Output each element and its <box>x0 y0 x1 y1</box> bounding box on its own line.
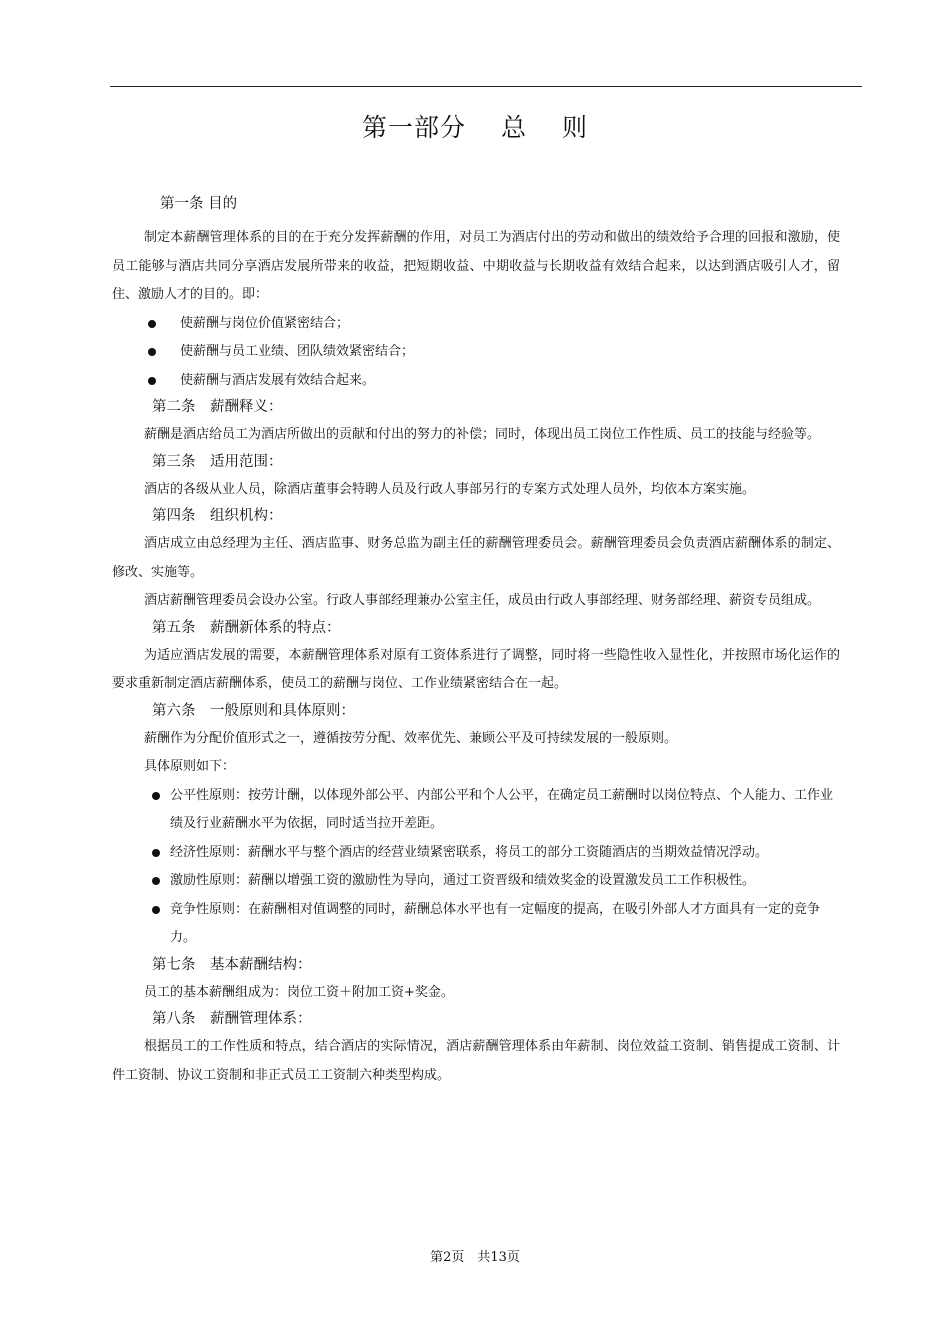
list-item: 竞争性原则：在薪酬相对值调整的同时，薪酬总体水平也有一定幅度的提高，在吸引外部人才方面具有一定的竞争力。 <box>112 896 840 953</box>
paragraph: 薪酬是酒店给员工为酒店所做出的贡献和付出的努力的补偿；同时，体现出员工岗位工作性质、员工的技能与经验等。 <box>144 427 821 442</box>
bullet-icon <box>152 849 160 857</box>
section-heading: 第四条 组织机构： <box>152 508 283 524</box>
section-heading: 第二条 薪酬释义： <box>152 399 283 415</box>
bullet-icon <box>152 906 160 914</box>
header-rule <box>110 86 862 87</box>
list-item: 使薪酬与酒店发展有效结合起来。 <box>112 367 840 396</box>
bullet-list <box>112 782 840 953</box>
paragraph: 酒店的各级从业人员，除酒店董事会特聘人员及行政人事部另行的专案方式处理人员外，均依本方案实施。 <box>144 481 756 497</box>
page-footer: 第2页 共13页 <box>430 1250 520 1265</box>
section-heading: 第五条 薪酬新体系的特点： <box>152 619 341 636</box>
section-heading: 第七条 基本薪酬结构： <box>152 956 312 973</box>
paragraph: 具体原则如下： <box>144 759 236 774</box>
list-item: 激励性原则：薪酬以增强工资的激励性为导向，通过工资晋级和绩效奖金的设置激发员工工作积极性。 <box>112 867 840 896</box>
paragraph: 为适应酒店发展的需要，本薪酬管理体系对原有工资体系进行了调整，同时将一些隐性收入显性化，并按照市场化运作的要求重新制定酒店薪酬体系，使员工的薪酬与岗位、工作业绩紧密结合在一起。 <box>112 647 840 691</box>
bullet-icon <box>152 877 160 885</box>
section-heading: 第一条 目的 <box>160 196 238 212</box>
list-item: 使薪酬与员工业绩、团队绩效紧密结合； <box>112 338 840 367</box>
bullet-icon <box>148 320 156 328</box>
section-heading: 第三条 适用范围： <box>152 453 283 470</box>
bullet-list <box>112 310 840 396</box>
page-title: 第一部分 总 则 <box>362 113 588 142</box>
section-heading: 第六条 一般原则和具体原则： <box>152 702 355 719</box>
list-item: 使薪酬与岗位价值紧密结合； <box>112 310 840 339</box>
paragraph: 酒店薪酬管理委员会设办公室。行政人事部经理兼办公室主任，成员由行政人事部经理、财务部经理、薪资专员组成。 <box>144 593 821 608</box>
paragraph: 根据员工的工作性质和特点，结合酒店的实际情况，酒店薪酬管理体系由年薪制、岗位效益工资制、销售提成工资制、计件工资制、协议工资制和非正式员工工资制六种类型构成。 <box>112 1039 840 1083</box>
section-heading: 第八条 薪酬管理体系： <box>152 1011 312 1027</box>
bullet-icon <box>148 348 156 356</box>
list-item: 公平性原则：按劳计酬，以体现外部公平、内部公平和个人公平，在确定员工薪酬时以岗位特点、个人能力、工作业绩及行业薪酬水平为依据，同时适当拉开差距。 <box>112 782 840 839</box>
paragraph: 员工的基本薪酬组成为：岗位工资＋附加工资+奖金。 <box>144 984 454 1000</box>
paragraph: 薪酬作为分配价值形式之一，遵循按劳分配、效率优先、兼顾公平及可持续发展的一般原则。 <box>144 730 678 746</box>
bullet-icon <box>148 377 156 385</box>
paragraph: 酒店成立由总经理为主任、酒店监事、财务总监为副主任的薪酬管理委员会。薪酬管理委员会负责酒店薪酬体系的制定、修改、实施等。 <box>112 536 840 580</box>
list-item: 经济性原则：薪酬水平与整个酒店的经营业绩紧密联系，将员工的部分工资随酒店的当期效益情况浮动。 <box>112 839 840 868</box>
paragraph: 制定本薪酬管理体系的目的在于充分发挥薪酬的作用，对员工为酒店付出的劳动和做出的绩效给予合理的回报和激励，使员工能够与酒店共同分享酒店发展所带来的收益，把短期收益、中期收益与长期收益有效结合起来，以达到酒店吸引人才，留住、激励人才的目的。即： <box>112 230 840 302</box>
bullet-icon <box>152 792 160 800</box>
document-body <box>112 192 840 1090</box>
